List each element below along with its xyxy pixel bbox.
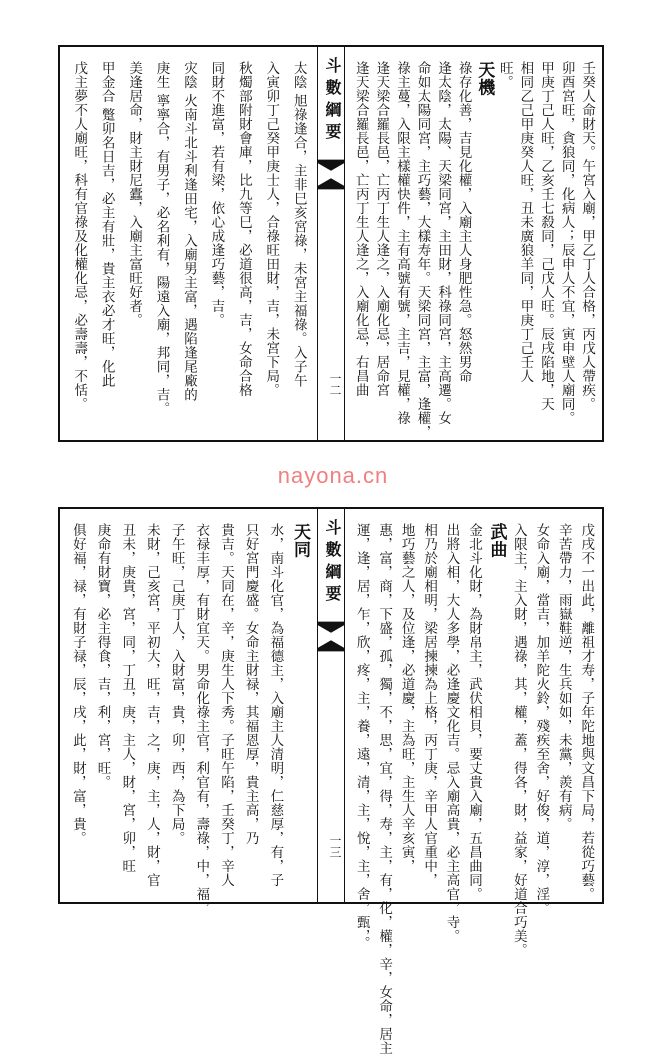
- fish-tail-mark-icon: [318, 174, 344, 190]
- text-column: 惠，富，商，下盛，孤，獨，不，思，宜，得，寿，主，有，化，權，辛，女命，居主: [376, 523, 393, 1055]
- text-column: 灾陰 火南斗北斗利逢田宅，入廟男主富，遇陷逢尾廠的: [180, 61, 197, 402]
- text-column: 逢太陰，太陽、天梁同宮，主田財，科祿同宮，主高遷。女: [435, 61, 452, 425]
- text-column: 水，南斗化官，為福德主，入廟主人清明，仁慈厚，有，子: [267, 523, 284, 887]
- text-column: 貴吉。天同在，辛，庚生人下秀。子旺午陷，壬癸丁，辛人: [217, 523, 234, 887]
- text-column: 出將入相，大人多學，必逢慶文化吉。忌入廟高貴，必主高官，寺。: [443, 523, 460, 943]
- text-column: 卯酉宮旺，貪狼同，化病人；辰申人不宜，寅申壁人廟同。: [558, 61, 575, 425]
- spine-title: 斗數綱要: [323, 519, 342, 607]
- text-column: 庚生 寧寧合，有男子，必名利有，陽遠入廟，邦同，吉。: [153, 61, 170, 416]
- text-column: 辛苦帶力，雨嶽鞋逆，生兵如如，未黨，羨有病。: [555, 523, 572, 831]
- book-spine: [317, 509, 345, 902]
- text-column: 祿主蔓，入限主樣權快件，主有高號有號，主吉，見權，祿: [393, 61, 410, 425]
- top-right-text: [345, 47, 602, 440]
- section-heading: 武曲: [486, 523, 507, 558]
- spine-title: 斗數綱要: [323, 57, 342, 145]
- text-column: 甲金合 蹩卯名日吉，必主有壯，貴主衣必才旺，化此: [98, 61, 115, 388]
- fish-tail-mark-icon: [318, 159, 344, 175]
- text-column: 太陰 旭祿逢合，主非巳亥宮祿，未宮主福祿。入子午: [290, 61, 307, 388]
- text-column: 衣禄丰厚，有財宜天。男命化祿主官，利官有，壽祿，中，福，: [193, 523, 210, 915]
- top-left-text: [60, 47, 317, 440]
- text-column: 同財不進富，若有梁，依心成逢巧藝，吉。: [208, 61, 225, 327]
- text-column: 戊戌不一出此，離祖才寿，子年陀地與文昌下局，若從巧藝。: [578, 523, 595, 901]
- bottom-right-text: [345, 509, 602, 1055]
- text-column: 子午旺，己庚丁人，入財富，貴，卯，西，為下局。: [168, 523, 185, 845]
- text-column: 地巧藝之人，及位逢，必道慶，主為旺，主生人辛亥寅，: [398, 523, 415, 873]
- bottom-page-frame: [58, 507, 604, 1055]
- section-heading: 天機: [474, 61, 495, 96]
- text-column: 壬癸人命財天。午宮入廟，甲乙丁人合格，丙戊人帶疾。: [579, 61, 596, 411]
- text-column: 逢天梁合羅長邑，亡丙丁生人逢之，入廟化忌，居命宮: [373, 61, 390, 397]
- text-column: 俱好福，禄，有財子禄，辰，戌，此，財，富，貴。: [69, 523, 86, 845]
- text-column: 逢天梁合羅長邑，亡丙丁生人逢之，入廟化忌，右昌曲: [352, 61, 369, 397]
- page-number: 一二: [328, 372, 342, 396]
- text-column: 美逢居命，財主財尼蠹，入廟主富旺好者。: [126, 61, 143, 327]
- text-column: 旺。: [496, 61, 513, 89]
- text-column: 甲庚丁己人旺，乙亥壬七殺同，己戊人旺。辰戌陷地，天: [537, 61, 554, 411]
- text-column: 入寅卯丁己癸甲庚士人，合祿旺田財，吉，未宮下局。: [263, 61, 280, 397]
- fish-tail-mark-icon: [318, 621, 344, 637]
- text-column: 庚命有財寶，必主得食，吉，利，宮，旺。: [94, 523, 111, 789]
- text-column: 金北斗化財，為財帛主，武伏相貝，要丈貴入廟，五昌曲同。: [465, 523, 482, 901]
- top-page-frame: [58, 45, 604, 442]
- text-column: 只好宮門慶盛。女命主財禄，其福恩厚，貴主高，乃: [242, 523, 259, 845]
- text-column: 祿存化善，吉見化權，入廟主人身肥性急。怒然男命: [455, 61, 472, 383]
- text-column: 女命入廟，當吉，加羊陀火鈴，殘疾至舍，好俊，道，淳，淫。: [533, 523, 550, 915]
- text-column: 相同乙己甲庚癸人旺，丑未廣狼羊同，甲庚丁己壬人: [517, 61, 534, 383]
- text-column: 丑未，庚貴，宮，同，丁丑，庚，主人，財，宮，卯，旺: [119, 523, 136, 873]
- fish-tail-mark-icon: [318, 636, 344, 652]
- watermark: nayona.cn: [277, 463, 389, 488]
- text-column: 戊主夢不人廟旺，科有官祿及化權化忌，必壽壽，不恬。: [71, 61, 88, 411]
- text-column: 命如太陽同宮，主巧藝，大樣寿年。天梁同宮，主富，逢權，: [414, 61, 431, 439]
- text-column: 秋燭部附財會庫，比九等巳，必道很高，吉，女命合格: [235, 61, 252, 397]
- text-column: 未財，己亥宮，平初大，旺，吉，之，庚，主，人，財，官: [143, 523, 160, 887]
- text-column: 運，逢，居，乍，欣，疼，主，養，遠，清，主，悅，主，舍，甄，。: [353, 523, 370, 951]
- section-heading: 天同: [290, 523, 311, 558]
- text-column: 入限主，主入財，遇祿，其，權，蓋，得各，財，益家，好道合巧美。: [510, 523, 527, 957]
- book-spine: [317, 47, 345, 440]
- text-column: 相乃於廟相明，梁居揀揀為上格，丙丁庚，辛甲人官重中，: [421, 523, 438, 887]
- bottom-left-text: [60, 509, 317, 915]
- page-number: 一三: [328, 834, 342, 858]
